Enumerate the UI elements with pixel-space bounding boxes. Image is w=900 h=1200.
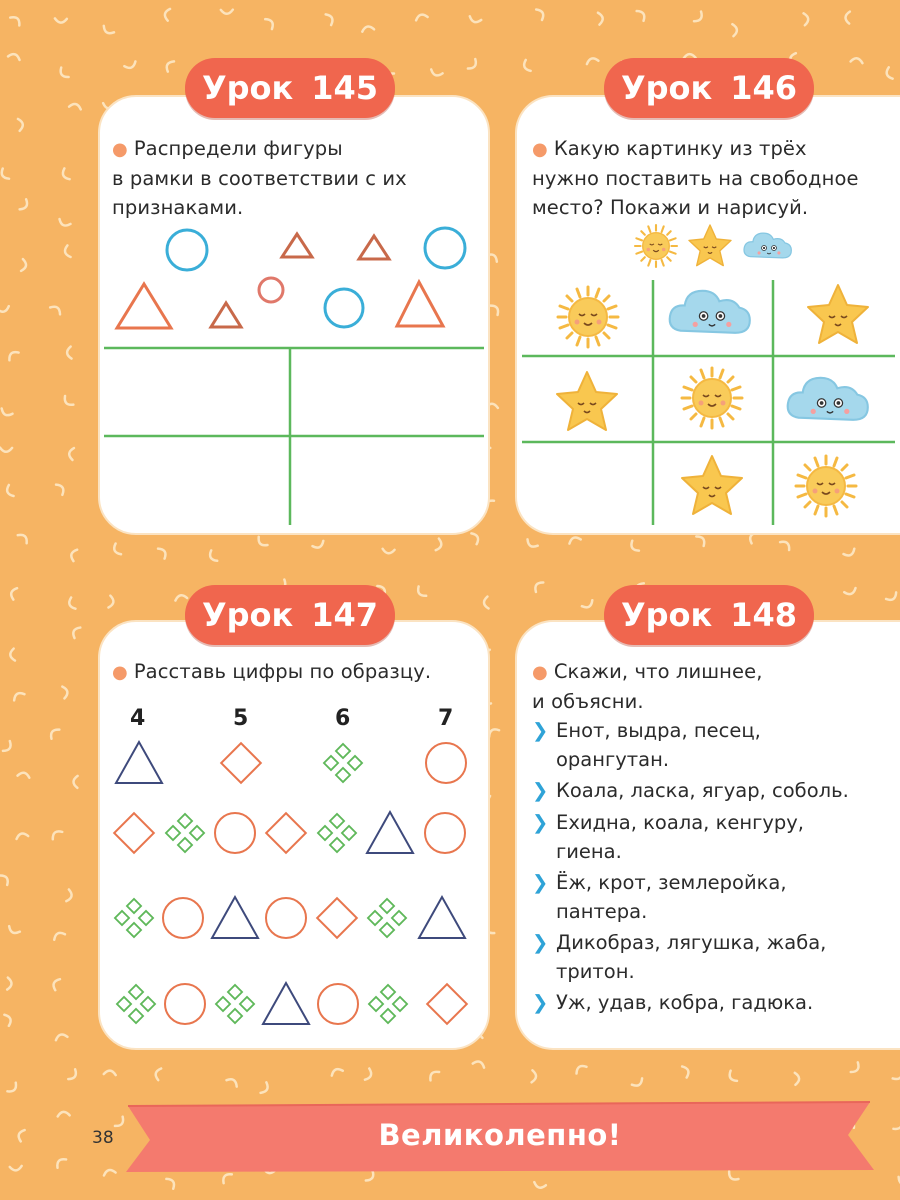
lesson-146-badge-word: Урок xyxy=(620,69,713,107)
arrow-icon: ❯ xyxy=(532,871,549,894)
banner-text: Великолепно! xyxy=(378,1118,622,1152)
lesson-145-badge-word: Урок xyxy=(201,69,294,107)
lesson-148-item: ❯ Коала, ласка, ягуар, соболь. xyxy=(556,776,849,805)
arrow-icon: ❯ xyxy=(532,991,549,1014)
task-line: ● Расставь цифры по образцу. xyxy=(112,660,432,683)
lesson-145-badge-number: 145 xyxy=(311,69,379,107)
bullet-icon: ● xyxy=(532,662,548,683)
task-line: ● Скажи, что лишнее, xyxy=(532,660,763,683)
arrow-icon: ❯ xyxy=(532,811,549,834)
legend-digit: 5 xyxy=(233,706,249,731)
lesson-148-badge-word: Урок xyxy=(620,596,713,634)
task-line: ● Какую картинку из трёх xyxy=(532,137,807,160)
lesson-146-badge-number: 146 xyxy=(730,69,798,107)
task-line: в рамки в соответствии с их xyxy=(112,167,407,190)
task-line: нужно поставить на свободное xyxy=(532,167,859,190)
legend-digit: 6 xyxy=(335,706,351,731)
lesson-148-item: ❯ Уж, удав, кобра, гадюка. xyxy=(556,988,813,1017)
legend-digit: 7 xyxy=(438,706,454,731)
lesson-148-item: ❯ Дикобраз, лягушка, жаба, тритон. xyxy=(556,928,826,986)
bullet-icon: ● xyxy=(112,662,128,683)
arrow-icon: ❯ xyxy=(532,779,549,802)
task-line: место? Покажи и нарисуй. xyxy=(532,196,809,219)
lesson-147-badge-number: 147 xyxy=(311,596,379,634)
bullet-icon: ● xyxy=(112,139,128,160)
task-line: ● Распредели фигуры xyxy=(112,137,343,160)
lesson-148-item: ❯ Ёж, крот, землеройка, пантера. xyxy=(556,868,787,926)
lesson-148-item: ❯ Ехидна, коала, кенгуру, гиена. xyxy=(556,808,804,866)
lesson-148-badge-number: 148 xyxy=(730,596,798,634)
lesson-148-item: ❯ Енот, выдра, песец, орангутан. xyxy=(556,716,761,774)
arrow-icon: ❯ xyxy=(532,931,549,954)
task-line: и объясни. xyxy=(532,690,644,713)
bullet-icon: ● xyxy=(532,139,548,160)
task-line: признаками. xyxy=(112,196,244,219)
legend-digit: 4 xyxy=(130,706,146,731)
lesson-147-badge-word: Урок xyxy=(201,596,294,634)
page-number: 38 xyxy=(92,1128,114,1148)
arrow-icon: ❯ xyxy=(532,719,549,742)
